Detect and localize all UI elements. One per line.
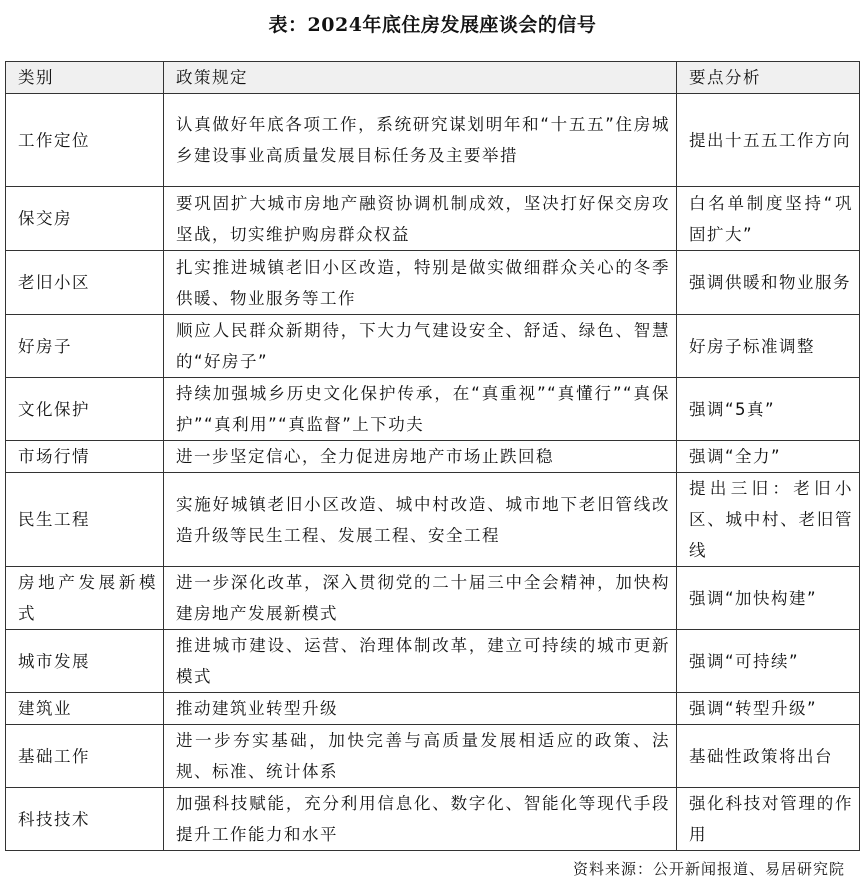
- table-row: [6, 630, 860, 693]
- policy-cell: 扎实推进城镇老旧小区改造，特别是做实做细群众关心的冬季供暖、物业服务等工作: [164, 251, 677, 315]
- category-cell: 建筑业: [6, 693, 164, 725]
- category-cell: 工作定位: [6, 94, 164, 187]
- header-analysis: 要点分析: [677, 62, 860, 94]
- category-cell: 老旧小区: [6, 251, 164, 315]
- policy-cell: 推进城市建设、运营、治理体制改革，建立可持续的城市更新模式: [164, 630, 677, 693]
- analysis-cell: 白名单制度坚持“巩固扩大”: [677, 187, 860, 251]
- policy-cell: 进一步深化改革，深入贯彻党的二十届三中全会精神，加快构建房地产发展新模式: [164, 567, 677, 630]
- analysis-cell: 基础性政策将出台: [677, 725, 860, 788]
- policy-cell: 推动建筑业转型升级: [164, 693, 677, 725]
- category-cell: 市场行情: [6, 441, 164, 473]
- policy-cell: 持续加强城乡历史文化保护传承，在“真重视”“真懂行”“真保护”“真利用”“真监督”上下功夫: [164, 378, 677, 441]
- category-cell: 好房子: [6, 315, 164, 378]
- category-cell: 房地产发展新模式: [6, 567, 164, 630]
- policy-cell: 要巩固扩大城市房地产融资协调机制成效，坚决打好保交房攻坚战，切实维护购房群众权益: [164, 187, 677, 251]
- source-note: 资料来源：公开新闻报道、易居研究院: [572, 860, 845, 878]
- category-cell: 保交房: [6, 187, 164, 251]
- table-row: [6, 315, 860, 378]
- policy-cell: 加强科技赋能，充分利用信息化、数字化、智能化等现代手段提升工作能力和水平: [164, 788, 677, 851]
- table-row: [6, 693, 860, 725]
- category-cell: 城市发展: [6, 630, 164, 693]
- policy-cell: 顺应人民群众新期待，下大力气建设安全、舒适、绿色、智慧的“好房子”: [164, 315, 677, 378]
- category-cell: 文化保护: [6, 378, 164, 441]
- table-row: [6, 187, 860, 251]
- table-row: [6, 94, 860, 187]
- category-cell: 基础工作: [6, 725, 164, 788]
- analysis-cell: 强调“可持续”: [677, 630, 860, 693]
- policy-cell: 实施好城镇老旧小区改造、城中村改造、城市地下老旧管线改造升级等民生工程、发展工程、安全工程: [164, 473, 677, 567]
- table-row: [6, 378, 860, 441]
- table-row: [6, 473, 860, 567]
- policy-cell: 进一步坚定信心，全力促进房地产市场止跌回稳: [164, 441, 677, 473]
- analysis-cell: 强调“转型升级”: [677, 693, 860, 725]
- analysis-cell: 提出三旧：老旧小区、城中村、老旧管线: [677, 473, 860, 567]
- analysis-cell: 强调“5真”: [677, 378, 860, 441]
- table-title: 表：2024年底住房发展座谈会的信号: [268, 14, 597, 36]
- table-row: [6, 788, 860, 851]
- analysis-cell: 强调供暖和物业服务: [677, 251, 860, 315]
- policy-cell: 进一步夯实基础，加快完善与高质量发展相适应的政策、法规、标准、统计体系: [164, 725, 677, 788]
- table-row: [6, 567, 860, 630]
- policy-cell: 认真做好年底各项工作，系统研究谋划明年和“十五五”住房城乡建设事业高质量发展目标任务及主要举措: [164, 94, 677, 187]
- table-row: [6, 441, 860, 473]
- category-cell: 民生工程: [6, 473, 164, 567]
- table-header-row: [6, 62, 860, 94]
- header-category: 类别: [6, 62, 164, 94]
- table-row: [6, 725, 860, 788]
- header-policy: 政策规定: [164, 62, 677, 94]
- category-cell: 科技技术: [6, 788, 164, 851]
- table-row: [6, 251, 860, 315]
- analysis-cell: 提出十五五工作方向: [677, 94, 860, 187]
- analysis-cell: 强调“全力”: [677, 441, 860, 473]
- analysis-cell: 好房子标准调整: [677, 315, 860, 378]
- analysis-cell: 强调“加快构建”: [677, 567, 860, 630]
- analysis-cell: 强化科技对管理的作用: [677, 788, 860, 851]
- policy-table: [5, 61, 860, 851]
